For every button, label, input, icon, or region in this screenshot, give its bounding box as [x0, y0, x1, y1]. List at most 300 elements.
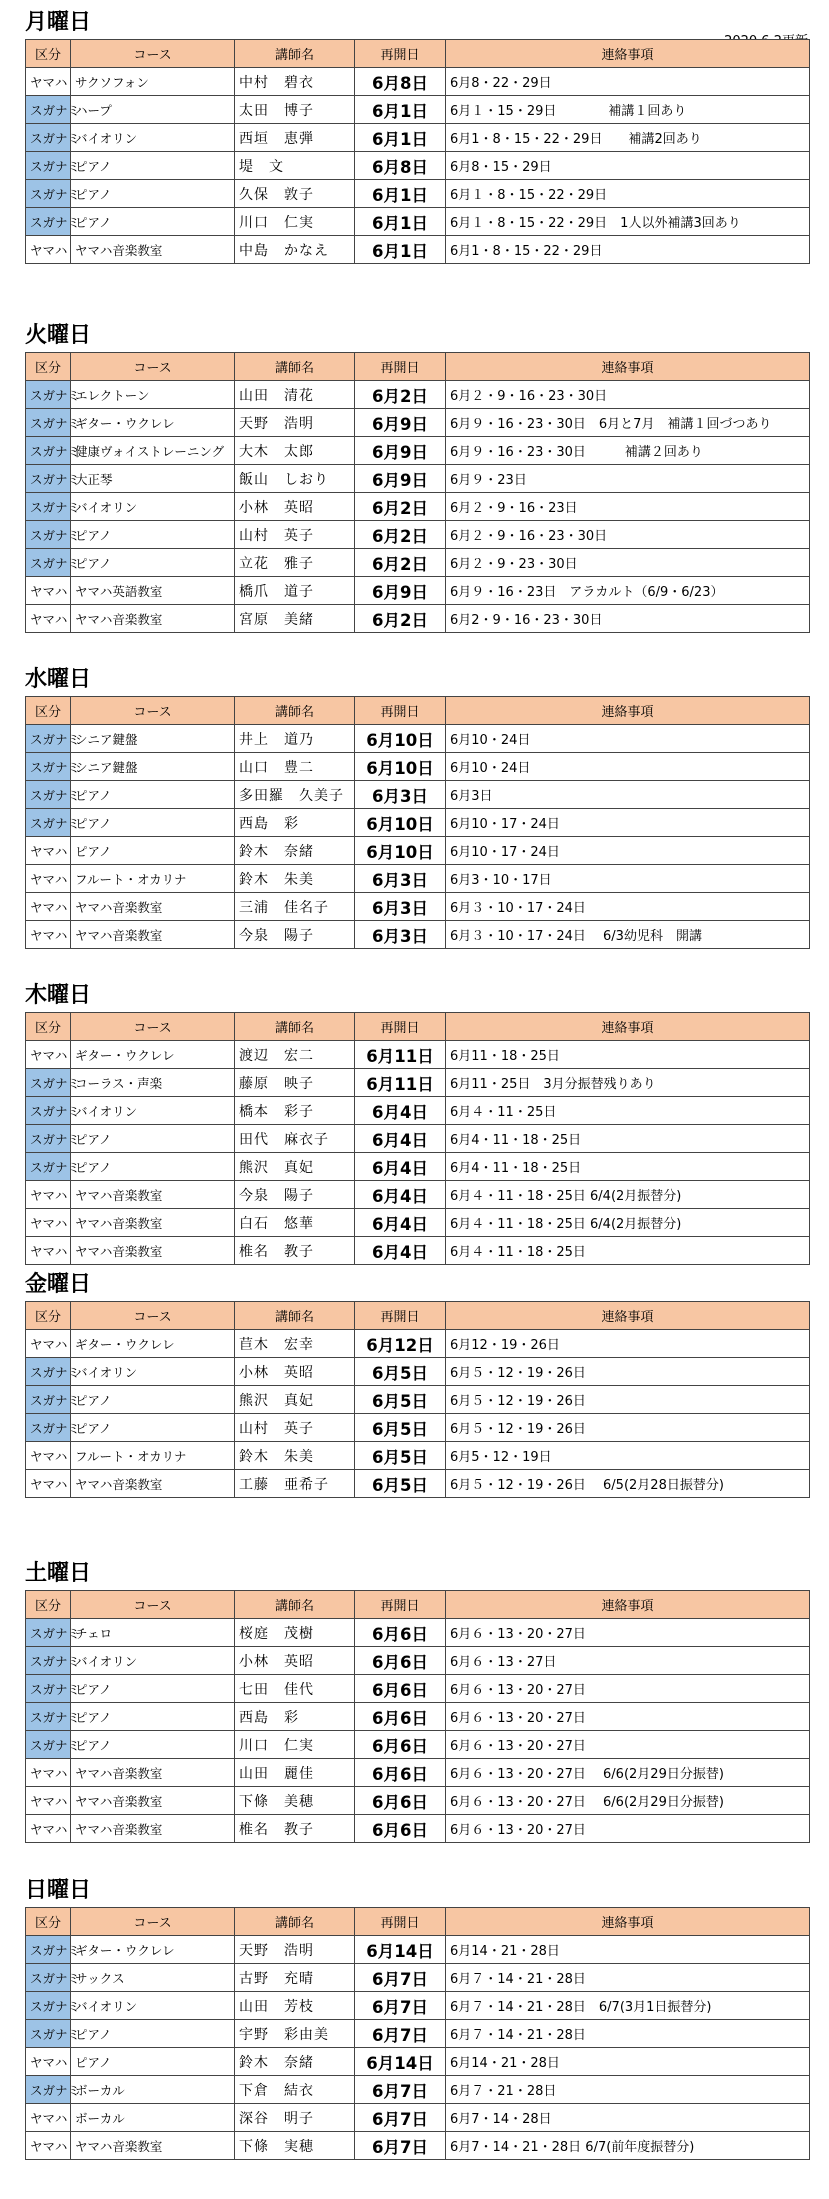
kubun-cell: スガナミ	[26, 1936, 71, 1964]
schedule-table	[25, 39, 810, 264]
course-cell: ピアノ	[71, 1675, 235, 1703]
table-row	[26, 1787, 810, 1815]
table-row	[26, 1153, 810, 1181]
kubun-cell: ヤマハ	[26, 1330, 71, 1358]
teacher-cell: 桜庭 茂樹	[235, 1619, 355, 1647]
note-cell: 6月７・14・21・28日	[446, 2020, 810, 2048]
kubun-cell: ヤマハ	[26, 1759, 71, 1787]
note-cell: 6月8・22・29日	[446, 68, 810, 96]
column-header-kubun: 区分	[26, 40, 71, 68]
course-cell: ピアノ	[71, 837, 235, 865]
teacher-cell: 太田 博子	[235, 96, 355, 124]
note-cell: 6月2・9・16・23・30日	[446, 605, 810, 633]
teacher-cell: 古野 充晴	[235, 1964, 355, 1992]
course-cell: シニア鍵盤	[71, 753, 235, 781]
teacher-cell: 橋爪 道子	[235, 577, 355, 605]
column-header-course: コース	[71, 1591, 235, 1619]
kubun-cell: ヤマハ	[26, 1442, 71, 1470]
day-heading: 金曜日	[25, 1272, 92, 1297]
table-row	[26, 180, 810, 208]
course-cell: ヤマハ音楽教室	[71, 1237, 235, 1265]
date-cell: 6月11日	[355, 1069, 446, 1097]
column-header-date: 再開日	[355, 1013, 446, 1041]
column-header-teacher: 講師名	[235, 1013, 355, 1041]
teacher-cell: 西垣 恵弾	[235, 124, 355, 152]
kubun-cell: ヤマハ	[26, 236, 71, 264]
kubun-cell: スガナミ	[26, 2076, 71, 2104]
date-cell: 6月2日	[355, 549, 446, 577]
date-cell: 6月1日	[355, 96, 446, 124]
teacher-cell: 苣木 宏幸	[235, 1330, 355, 1358]
column-header-teacher: 講師名	[235, 1302, 355, 1330]
date-cell: 6月1日	[355, 124, 446, 152]
teacher-cell: 椎名 教子	[235, 1237, 355, 1265]
table-row	[26, 2104, 810, 2132]
table-row	[26, 577, 810, 605]
teacher-cell: 中島 かなえ	[235, 236, 355, 264]
course-cell: ピアノ	[71, 781, 235, 809]
table-row	[26, 893, 810, 921]
date-cell: 6月5日	[355, 1470, 446, 1498]
table-row	[26, 1647, 810, 1675]
table-row	[26, 1125, 810, 1153]
course-cell: ギター・ウクレレ	[71, 409, 235, 437]
note-cell: 6月1・8・15・22・29日 補講2回あり	[446, 124, 810, 152]
table-row	[26, 1041, 810, 1069]
column-header-course: コース	[71, 1013, 235, 1041]
date-cell: 6月3日	[355, 781, 446, 809]
date-cell: 6月5日	[355, 1414, 446, 1442]
table-row	[26, 493, 810, 521]
teacher-cell: 山田 芳枝	[235, 1992, 355, 2020]
course-cell: ヤマハ音楽教室	[71, 1787, 235, 1815]
day-heading: 木曜日	[25, 983, 92, 1008]
teacher-cell: 天野 浩明	[235, 1936, 355, 1964]
course-cell: ギター・ウクレレ	[71, 1936, 235, 1964]
teacher-cell: 飯山 しおり	[235, 465, 355, 493]
kubun-cell: ヤマハ	[26, 1787, 71, 1815]
date-cell: 6月7日	[355, 2132, 446, 2160]
kubun-cell: ヤマハ	[26, 2048, 71, 2076]
schedule-table	[25, 1590, 810, 1843]
note-cell: 6月７・21・28日	[446, 2076, 810, 2104]
course-cell: ピアノ	[71, 180, 235, 208]
teacher-cell: 川口 仁実	[235, 208, 355, 236]
teacher-cell: 田代 麻衣子	[235, 1125, 355, 1153]
table-row	[26, 236, 810, 264]
kubun-cell: スガナミ	[26, 1125, 71, 1153]
kubun-cell: ヤマハ	[26, 837, 71, 865]
date-cell: 6月3日	[355, 865, 446, 893]
note-cell: 6月5・12・19日	[446, 1442, 810, 1470]
course-cell: ピアノ	[71, 2048, 235, 2076]
teacher-cell: 今泉 陽子	[235, 1181, 355, 1209]
table-row	[26, 865, 810, 893]
teacher-cell: 天野 浩明	[235, 409, 355, 437]
note-cell: 6月２・9・16・23・30日	[446, 381, 810, 409]
column-header-date: 再開日	[355, 1591, 446, 1619]
schedule-table	[25, 1012, 810, 1265]
table-row	[26, 152, 810, 180]
table-row	[26, 2132, 810, 2160]
teacher-cell: 山村 英子	[235, 521, 355, 549]
table-row	[26, 1414, 810, 1442]
teacher-cell: 山田 清花	[235, 381, 355, 409]
kubun-cell: ヤマハ	[26, 577, 71, 605]
teacher-cell: 深谷 明子	[235, 2104, 355, 2132]
date-cell: 6月11日	[355, 1041, 446, 1069]
schedule-table	[25, 352, 810, 633]
schedule-table	[25, 1301, 810, 1498]
course-cell: ピアノ	[71, 1703, 235, 1731]
teacher-cell: 下條 美穂	[235, 1787, 355, 1815]
course-cell: フルート・オカリナ	[71, 865, 235, 893]
note-cell: 6月７・14・21・28日 6/7(3月1日振替分)	[446, 1992, 810, 2020]
note-cell: 6月２・9・16・23・30日	[446, 521, 810, 549]
table-row	[26, 124, 810, 152]
table-row	[26, 1992, 810, 2020]
table-row	[26, 1386, 810, 1414]
note-cell: 6月11・18・25日	[446, 1041, 810, 1069]
course-cell: コーラス・声楽	[71, 1069, 235, 1097]
course-cell: ピアノ	[71, 1731, 235, 1759]
note-cell: 6月７・14・21・28日	[446, 1964, 810, 1992]
kubun-cell: スガナミ	[26, 1069, 71, 1097]
course-cell: ヤマハ音楽教室	[71, 236, 235, 264]
date-cell: 6月4日	[355, 1181, 446, 1209]
table-row	[26, 837, 810, 865]
date-cell: 6月2日	[355, 381, 446, 409]
kubun-cell: ヤマハ	[26, 605, 71, 633]
table-row	[26, 1442, 810, 1470]
date-cell: 6月6日	[355, 1787, 446, 1815]
course-cell: ヤマハ英語教室	[71, 577, 235, 605]
note-cell: 6月10・17・24日	[446, 809, 810, 837]
note-cell: 6月４・11・18・25日 6/4(2月振替分)	[446, 1181, 810, 1209]
date-cell: 6月4日	[355, 1153, 446, 1181]
note-cell: 6月8・15・29日	[446, 152, 810, 180]
date-cell: 6月6日	[355, 1759, 446, 1787]
course-cell: ヤマハ音楽教室	[71, 1759, 235, 1787]
teacher-cell: 宇野 彩由美	[235, 2020, 355, 2048]
note-cell: 6月６・13・20・27日	[446, 1675, 810, 1703]
date-cell: 6月7日	[355, 2104, 446, 2132]
date-cell: 6月1日	[355, 236, 446, 264]
kubun-cell: スガナミ	[26, 1992, 71, 2020]
header-row	[26, 40, 810, 68]
table-row	[26, 1209, 810, 1237]
course-cell: チェロ	[71, 1619, 235, 1647]
kubun-cell: スガナミ	[26, 465, 71, 493]
course-cell: サックス	[71, 1964, 235, 1992]
kubun-cell: スガナミ	[26, 1731, 71, 1759]
note-cell: 6月４・11・18・25日	[446, 1237, 810, 1265]
teacher-cell: 鈴木 朱美	[235, 865, 355, 893]
table-row	[26, 96, 810, 124]
course-cell: ピアノ	[71, 809, 235, 837]
course-cell: ヤマハ音楽教室	[71, 2132, 235, 2160]
course-cell: サクソフォン	[71, 68, 235, 96]
table-row	[26, 2076, 810, 2104]
teacher-cell: 小林 英昭	[235, 1358, 355, 1386]
header-row	[26, 1302, 810, 1330]
teacher-cell: 渡辺 宏二	[235, 1041, 355, 1069]
table-row	[26, 1181, 810, 1209]
column-header-kubun: 区分	[26, 1013, 71, 1041]
course-cell: ヤマハ音楽教室	[71, 1209, 235, 1237]
note-cell: 6月４・11・18・25日 6/4(2月振替分)	[446, 1209, 810, 1237]
course-cell: ピアノ	[71, 208, 235, 236]
kubun-cell: ヤマハ	[26, 921, 71, 949]
note-cell: 6月14・21・28日	[446, 2048, 810, 2076]
date-cell: 6月2日	[355, 493, 446, 521]
kubun-cell: スガナミ	[26, 381, 71, 409]
column-header-course: コース	[71, 353, 235, 381]
date-cell: 6月1日	[355, 180, 446, 208]
course-cell: ヤマハ音楽教室	[71, 1815, 235, 1843]
course-cell: ピアノ	[71, 521, 235, 549]
column-header-date: 再開日	[355, 40, 446, 68]
table-row	[26, 1675, 810, 1703]
column-header-course: コース	[71, 40, 235, 68]
teacher-cell: 椎名 教子	[235, 1815, 355, 1843]
kubun-cell: スガナミ	[26, 180, 71, 208]
note-cell: 6月３・10・17・24日	[446, 893, 810, 921]
column-header-date: 再開日	[355, 697, 446, 725]
note-cell: 6月５・12・19・26日	[446, 1386, 810, 1414]
date-cell: 6月10日	[355, 725, 446, 753]
course-cell: ギター・ウクレレ	[71, 1330, 235, 1358]
day-heading: 日曜日	[25, 1878, 92, 1903]
course-cell: ピアノ	[71, 1153, 235, 1181]
teacher-cell: 下倉 結衣	[235, 2076, 355, 2104]
note-cell: 6月3・10・17日	[446, 865, 810, 893]
date-cell: 6月6日	[355, 1731, 446, 1759]
date-cell: 6月6日	[355, 1815, 446, 1843]
course-cell: エレクトーン	[71, 381, 235, 409]
column-header-teacher: 講師名	[235, 40, 355, 68]
table-row	[26, 1815, 810, 1843]
table-row	[26, 208, 810, 236]
note-cell: 6月12・19・26日	[446, 1330, 810, 1358]
kubun-cell: スガナミ	[26, 409, 71, 437]
teacher-cell: 中村 碧衣	[235, 68, 355, 96]
teacher-cell: 井上 道乃	[235, 725, 355, 753]
table-row	[26, 1237, 810, 1265]
teacher-cell: 藤原 映子	[235, 1069, 355, 1097]
course-cell: ヤマハ音楽教室	[71, 605, 235, 633]
column-header-note: 連絡事項	[446, 697, 810, 725]
teacher-cell: 西島 彩	[235, 1703, 355, 1731]
day-heading: 月曜日	[25, 10, 92, 35]
course-cell: ボーカル	[71, 2104, 235, 2132]
note-cell: 6月６・13・20・27日	[446, 1703, 810, 1731]
teacher-cell: 山田 麗佳	[235, 1759, 355, 1787]
date-cell: 6月4日	[355, 1209, 446, 1237]
course-cell: フルート・オカリナ	[71, 1442, 235, 1470]
note-cell: 6月１・8・15・22・29日	[446, 180, 810, 208]
table-row	[26, 1330, 810, 1358]
note-cell: 6月５・12・19・26日	[446, 1414, 810, 1442]
date-cell: 6月6日	[355, 1703, 446, 1731]
date-cell: 6月6日	[355, 1619, 446, 1647]
course-cell: ピアノ	[71, 1386, 235, 1414]
note-cell: 6月９・23日	[446, 465, 810, 493]
table-row	[26, 381, 810, 409]
kubun-cell: ヤマハ	[26, 1209, 71, 1237]
teacher-cell: 今泉 陽子	[235, 921, 355, 949]
table-row	[26, 2020, 810, 2048]
kubun-cell: スガナミ	[26, 1964, 71, 1992]
column-header-kubun: 区分	[26, 1591, 71, 1619]
table-row	[26, 68, 810, 96]
note-cell: 6月10・17・24日	[446, 837, 810, 865]
teacher-cell: 工藤 亜希子	[235, 1470, 355, 1498]
note-cell: 6月４・11・25日	[446, 1097, 810, 1125]
table-row	[26, 1619, 810, 1647]
kubun-cell: ヤマハ	[26, 893, 71, 921]
kubun-cell: スガナミ	[26, 437, 71, 465]
course-cell: バイオリン	[71, 1358, 235, 1386]
table-row	[26, 921, 810, 949]
course-cell: 大正琴	[71, 465, 235, 493]
column-header-note: 連絡事項	[446, 353, 810, 381]
kubun-cell: スガナミ	[26, 96, 71, 124]
table-row	[26, 1069, 810, 1097]
note-cell: 6月９・16・23・30日 補講２回あり	[446, 437, 810, 465]
kubun-cell: スガナミ	[26, 493, 71, 521]
table-row	[26, 1097, 810, 1125]
table-row	[26, 809, 810, 837]
note-cell: 6月２・9・23・30日	[446, 549, 810, 577]
header-row	[26, 697, 810, 725]
date-cell: 6月14日	[355, 2048, 446, 2076]
course-cell: ピアノ	[71, 1414, 235, 1442]
note-cell: 6月９・16・23日 アラカルト（6/9・6/23）	[446, 577, 810, 605]
table-row	[26, 1936, 810, 1964]
kubun-cell: スガナミ	[26, 521, 71, 549]
teacher-cell: 大木 太郎	[235, 437, 355, 465]
course-cell: ハープ	[71, 96, 235, 124]
note-cell: 6月６・13・20・27日 6/6(2月29日分振替)	[446, 1759, 810, 1787]
teacher-cell: 西島 彩	[235, 809, 355, 837]
note-cell: 6月１・8・15・22・29日 1人以外補講3回あり	[446, 208, 810, 236]
date-cell: 6月7日	[355, 2020, 446, 2048]
kubun-cell: スガナミ	[26, 1414, 71, 1442]
teacher-cell: 立花 雅子	[235, 549, 355, 577]
note-cell: 6月９・16・23・30日 6月と7月 補講１回づつあり	[446, 409, 810, 437]
course-cell: ボーカル	[71, 2076, 235, 2104]
kubun-cell: ヤマハ	[26, 1470, 71, 1498]
kubun-cell: ヤマハ	[26, 1815, 71, 1843]
note-cell: 6月4・11・18・25日	[446, 1153, 810, 1181]
kubun-cell: スガナミ	[26, 1358, 71, 1386]
column-header-note: 連絡事項	[446, 40, 810, 68]
table-row	[26, 409, 810, 437]
table-row	[26, 1964, 810, 1992]
column-header-teacher: 講師名	[235, 1908, 355, 1936]
teacher-cell: 小林 英昭	[235, 493, 355, 521]
course-cell: ピアノ	[71, 1125, 235, 1153]
column-header-date: 再開日	[355, 1302, 446, 1330]
course-cell: バイオリン	[71, 1992, 235, 2020]
date-cell: 6月7日	[355, 1964, 446, 1992]
date-cell: 6月9日	[355, 465, 446, 493]
column-header-date: 再開日	[355, 353, 446, 381]
kubun-cell: スガナミ	[26, 809, 71, 837]
table-row	[26, 1759, 810, 1787]
table-row	[26, 437, 810, 465]
date-cell: 6月4日	[355, 1125, 446, 1153]
note-cell: 6月５・12・19・26日	[446, 1358, 810, 1386]
note-cell: 6月３・10・17・24日 6/3幼児科 開講	[446, 921, 810, 949]
note-cell: 6月６・13・20・27日	[446, 1815, 810, 1843]
date-cell: 6月3日	[355, 893, 446, 921]
kubun-cell: スガナミ	[26, 1675, 71, 1703]
note-cell: 6月６・13・20・27日	[446, 1731, 810, 1759]
kubun-cell: スガナミ	[26, 549, 71, 577]
teacher-cell: 多田羅 久美子	[235, 781, 355, 809]
header-row	[26, 353, 810, 381]
date-cell: 6月10日	[355, 837, 446, 865]
date-cell: 6月2日	[355, 605, 446, 633]
date-cell: 6月9日	[355, 577, 446, 605]
teacher-cell: 山村 英子	[235, 1414, 355, 1442]
teacher-cell: 熊沢 真妃	[235, 1386, 355, 1414]
kubun-cell: ヤマハ	[26, 1041, 71, 1069]
date-cell: 6月6日	[355, 1647, 446, 1675]
kubun-cell: ヤマハ	[26, 865, 71, 893]
table-row	[26, 465, 810, 493]
date-cell: 6月3日	[355, 921, 446, 949]
kubun-cell: スガナミ	[26, 1386, 71, 1414]
column-header-note: 連絡事項	[446, 1302, 810, 1330]
teacher-cell: 鈴木 奈緒	[235, 837, 355, 865]
column-header-course: コース	[71, 697, 235, 725]
date-cell: 6月5日	[355, 1358, 446, 1386]
teacher-cell: 下條 実穂	[235, 2132, 355, 2160]
kubun-cell: スガナミ	[26, 781, 71, 809]
header-row	[26, 1013, 810, 1041]
table-row	[26, 753, 810, 781]
course-cell: ヤマハ音楽教室	[71, 893, 235, 921]
course-cell: バイオリン	[71, 1097, 235, 1125]
note-cell: 6月10・24日	[446, 725, 810, 753]
kubun-cell: ヤマハ	[26, 1181, 71, 1209]
date-cell: 6月4日	[355, 1237, 446, 1265]
table-row	[26, 521, 810, 549]
kubun-cell: スガナミ	[26, 2020, 71, 2048]
teacher-cell: 川口 仁実	[235, 1731, 355, 1759]
table-row	[26, 605, 810, 633]
column-header-teacher: 講師名	[235, 1591, 355, 1619]
column-header-teacher: 講師名	[235, 353, 355, 381]
course-cell: ピアノ	[71, 2020, 235, 2048]
note-cell: 6月1・8・15・22・29日	[446, 236, 810, 264]
date-cell: 6月7日	[355, 1992, 446, 2020]
course-cell: シニア鍵盤	[71, 725, 235, 753]
column-header-date: 再開日	[355, 1908, 446, 1936]
teacher-cell: 久保 敦子	[235, 180, 355, 208]
course-cell: ヤマハ音楽教室	[71, 1181, 235, 1209]
kubun-cell: スガナミ	[26, 1097, 71, 1125]
course-cell: ギター・ウクレレ	[71, 1041, 235, 1069]
note-cell: 6月7・14・21・28日 6/7(前年度振替分)	[446, 2132, 810, 2160]
schedule-table	[25, 696, 810, 949]
kubun-cell: スガナミ	[26, 208, 71, 236]
note-cell: 6月６・13・20・27日	[446, 1619, 810, 1647]
course-cell: ヤマハ音楽教室	[71, 921, 235, 949]
